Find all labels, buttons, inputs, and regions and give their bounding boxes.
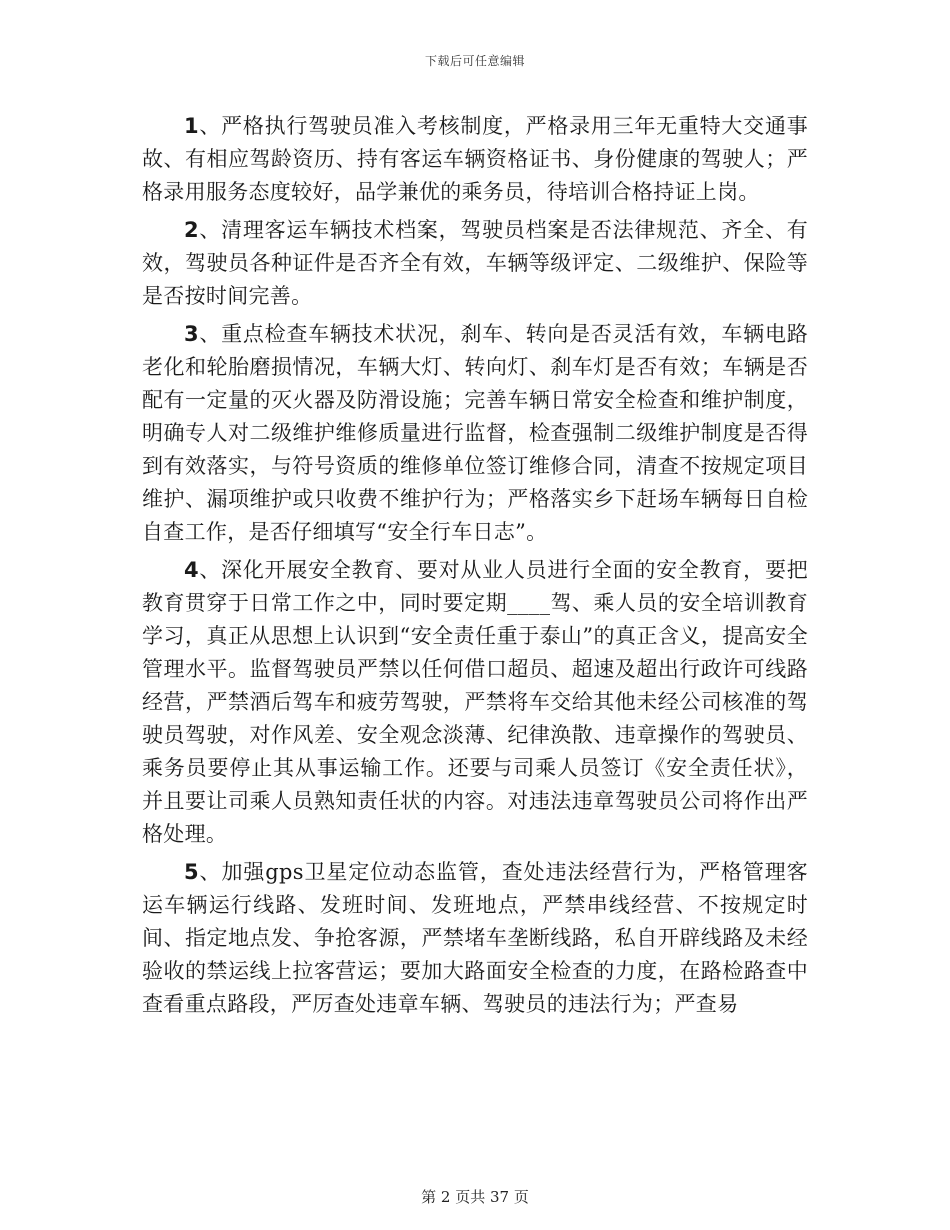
- paragraph-text: 、深化开展安全教育、要对从业人员进行全面的安全教育，要把教育贯穿于日常工作之中，同时要定期____驾、乘人员的安全培训教育学习，真正从思想上认识到“安全责任重于泰山”的真正含义，提高安全管理水平。监督驾驶员严禁以任何借口超员、超速及超出行政许可线路经营，严禁酒后驾车和疲劳驾驶，严禁将车交给其他未经公司核准的驾驶员驾驶，对作风差、安全观念淡薄、纪律涣散、违章操作的驾驶员、乘务员要停止其从事运输工作。还要与司乘人员签订《安全责任状》，并且要让司乘人员熟知责任状的内容。对违法违章驾驶员公司将作出严格处理。: [142, 558, 808, 846]
- paragraph-number: 5: [184, 860, 199, 884]
- document-body: [142, 110, 808, 1026]
- paragraph-text: 、加强gps卫星定位动态监管，查处违法经营行为，严格管理客运车辆运行线路、发班时间、发班地点，严禁串线经营、不按规定时间、指定地点发、争抢客源，严禁堵车垄断线路，私自开辟线路及未经验收的禁运线上拉客营运；要加大路面安全检查的力度，在路检路查中查看重点路段，严厉查处违章车辆、驾驶员的违法行为；严查易: [142, 860, 808, 1016]
- paragraph-4: [142, 554, 808, 851]
- paragraph-text: 、清理客运车辆技术档案，驾驶员档案是否法律规范、齐全、有效，驾驶员各种证件是否齐全有效，车辆等级评定、二级维护、保险等是否按时间完善。: [142, 218, 808, 308]
- paragraph-5: [142, 856, 808, 1021]
- paragraph-number: 3: [184, 322, 199, 346]
- paragraph-number: 2: [184, 218, 199, 242]
- paragraph-2: [142, 214, 808, 313]
- paragraph-text: 、重点检查车辆技术状况，刹车、转向是否灵活有效，车辆电路老化和轮胎磨损情况，车辆大灯、转向灯、刹车灯是否有效；车辆是否配有一定量的灭火器及防滑设施；完善车辆日常安全检查和维护制度，明确专人对二级维护维修质量进行监督，检查强制二级维护制度是否得到有效落实，与符号资质的维修单位签订维修合同，清查不按规定项目维护、漏项维护或只收费不维护行为；严格落实乡下赶场车辆每日自检自查工作，是否仔细填写“安全行车日志”。: [142, 322, 808, 544]
- page-footer: 第 2 页共 37 页: [421, 1188, 529, 1206]
- paragraph-3: [142, 318, 808, 549]
- paragraph-1: [142, 110, 808, 209]
- paragraph-number: 1: [184, 114, 199, 138]
- paragraph-number: 4: [184, 558, 199, 582]
- paragraph-text: 、严格执行驾驶员准入考核制度，严格录用三年无重特大交通事故、有相应驾龄资历、持有客运车辆资格证书、身份健康的驾驶人；严格录用服务态度较好，品学兼优的乘务员，待培训合格持证上岗。: [142, 114, 808, 204]
- page-header: 下载后可任意编辑: [424, 54, 525, 68]
